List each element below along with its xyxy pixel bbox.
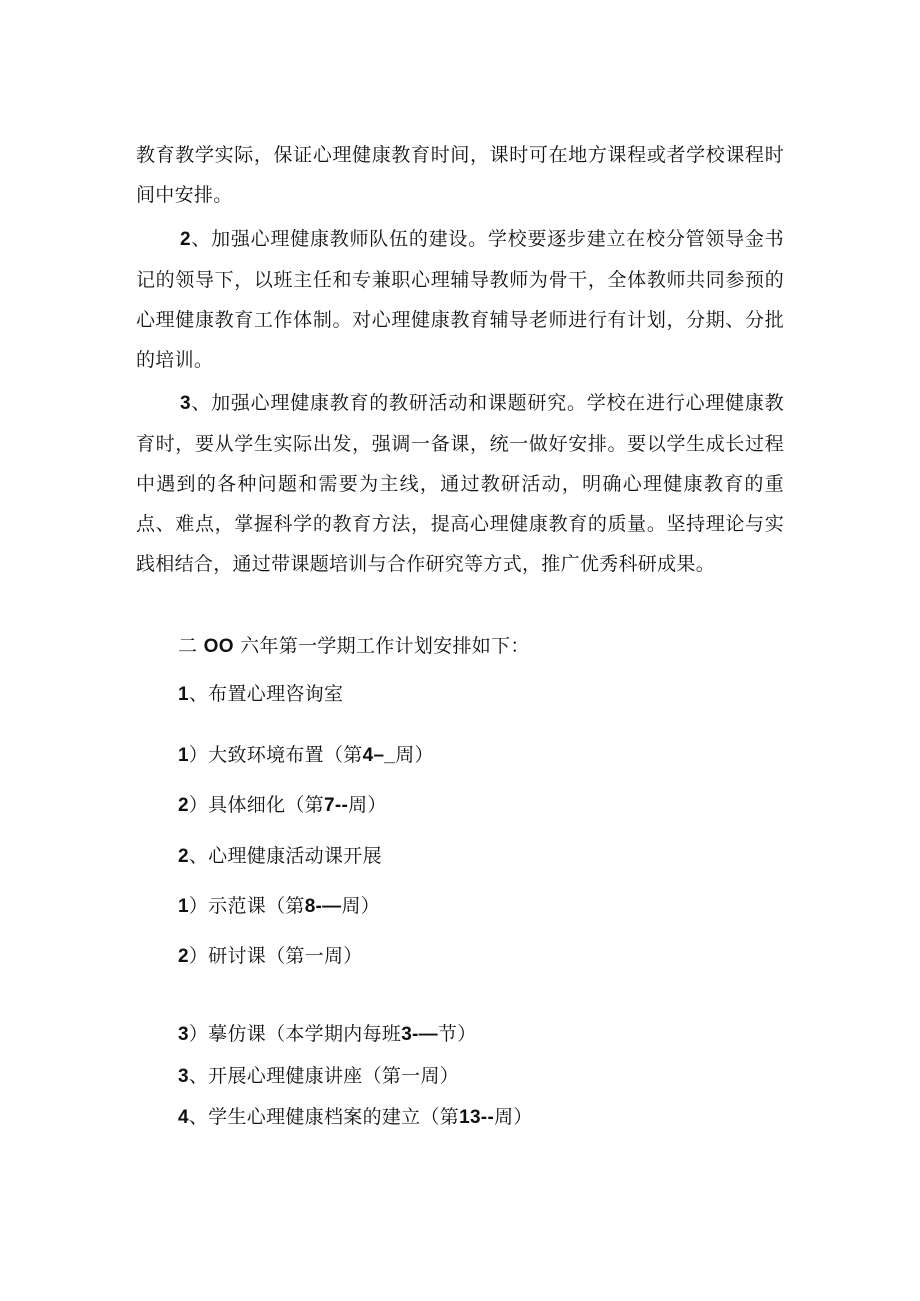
plan-heading-number: OO — [203, 636, 234, 657]
list-item-seminar-class: 2）研讨课（第一周） — [178, 945, 363, 967]
paragraph-text: 、加强心理健康教育的教研活动和课题研究。学校在进行心理健康教育时，要从学生实际出发，强调一备课，统一做好安排。要以学生成长过程中遇到的各种问题和需要为主线，通过教研活动，明确心理健康教育的重点、难点，掌握科学的教育方法，提高心理健康教育的质量。坚持理论与实践相结合，通过带课题培训与合作研究等方式，推广优秀科研成果。 — [136, 392, 784, 575]
plan-heading — [178, 632, 530, 661]
paragraph-text: 、加强心理健康教师队伍的建设。学校要逐步建立在校分管领导金书记的领导下，以班主任和专兼职心理辅导教师为骨干，全体教师共同参预的心理健康教育工作体制。对心理健康教育辅导老师进行有计划，分期、分批的培训。 — [136, 228, 784, 371]
list-item-demo-class: 1）示范课（第8-—周） — [178, 895, 381, 917]
paragraph-lesson-time — [136, 135, 784, 215]
paragraph-research — [136, 383, 784, 584]
list-item-counseling-room: 1、布置心理咨询室 — [178, 683, 344, 705]
paragraph-number: 3 — [180, 393, 191, 414]
paragraph-number: 2 — [180, 229, 191, 250]
list-item-environment: 1）大致环境布置（第4–_周） — [178, 744, 434, 766]
list-item-detail: 2）具体细化（第7--周） — [178, 794, 387, 816]
paragraph-text: 教育教学实际，保证心理健康教育时间，课时可在地方课程或者学校课程时间中安排。 — [136, 144, 784, 206]
list-item-activity-class: 2、心理健康活动课开展 — [178, 845, 382, 867]
plan-heading-prefix: 二 — [178, 635, 198, 657]
list-item-archive: 4、学生心理健康档案的建立（第13--周） — [178, 1106, 533, 1128]
list-item-lecture: 3、开展心理健康讲座（第一周） — [178, 1065, 460, 1087]
plan-heading-suffix: 六年第一学期工作计划安排如下： — [240, 635, 530, 657]
list-item-imitation-class: 3）摹仿课（本学期内每班3-—节） — [178, 1023, 477, 1045]
paragraph-teacher-team — [136, 219, 784, 380]
